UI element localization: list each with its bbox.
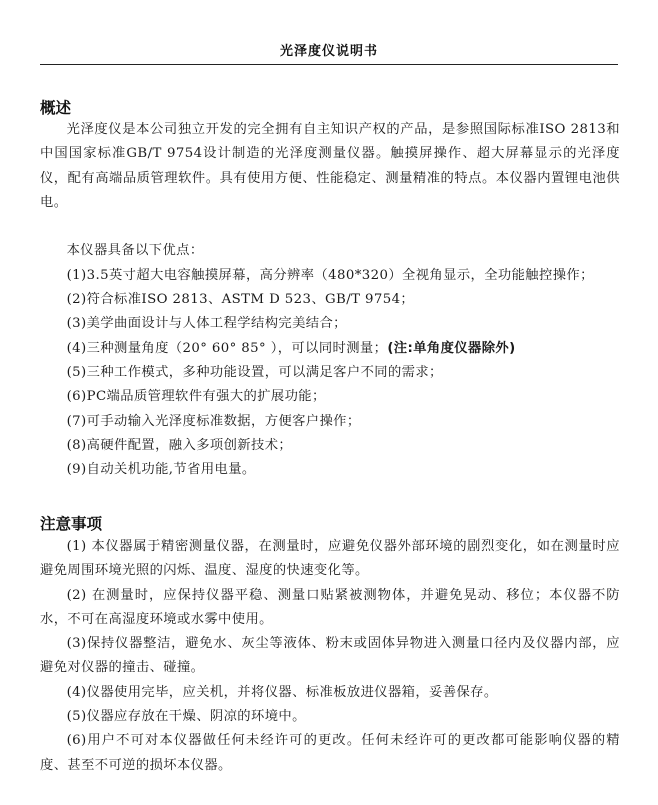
precaution-item-4: (4)仪器使用完毕，应关机，并将仪器、标准板放进仪器箱，妥善保存。 [66, 684, 498, 700]
overview-intro-paragraph: 光泽度仪是本公司独立开发的完全拥有自主知识产权的产品，是参照国际标准ISO 2813和中国国家标准GB/T 9754设计制造的光泽度测量仪器。触摸屏操作、超大屏幕显示的光泽度仪，配有高端品质管理软件。具有使用方便、性能稳定、测量精准的特点。本仪器内置锂电池供电。 [40, 122, 620, 210]
precaution-item-6: (6)用户不可对本仪器做任何未经许可的更改。任何未经许可的更改都可能影响仪器的精度、甚至不可逆的损坏本仪器。 [40, 733, 620, 773]
precaution-item-3: (3)保持仪器整洁，避免水、灰尘等液体、粉末或固体异物进入测量口径内及仪器内部，应避免对仪器的撞击、碰撞。 [40, 636, 620, 676]
advantage-item-4 [40, 337, 620, 361]
advantage-item-5: (5)三种工作模式，多种功能设置，可以满足客户不同的需求； [66, 364, 443, 380]
overview-heading: 概述 [40, 99, 72, 117]
advantage-item-3: (3)美学曲面设计与人体工程学结构完美结合； [66, 316, 347, 332]
overview-section [40, 118, 620, 482]
precaution-item-2: (2) 在测量时，应保持仪器平稳、测量口贴紧被测物体，并避免晃动、移位；本仪器不防水，不可在高湿度环境或水雾中使用。 [40, 587, 620, 627]
advantage-item-2: (2)符合标准ISO 2813、ASTM D 523、GB/T 9754； [66, 292, 415, 308]
advantage-item-4-note: (注:单角度仪器除外) [387, 340, 516, 356]
header-divider [40, 64, 618, 65]
page-header-title: 光泽度仪说明书 [279, 44, 378, 59]
advantage-item-6: (6)PC端品质管理软件有强大的扩展功能； [66, 389, 326, 405]
advantage-item-1: (1)3.5英寸超大电容触摸屏幕，高分辨率（480*320）全视角显示，全功能触控操作； [66, 267, 594, 283]
precautions-heading: 注意事项 [40, 515, 103, 533]
advantage-item-7: (7)可手动输入光泽度标准数据，方便客户操作； [66, 413, 361, 429]
precaution-item-5: (5)仪器应存放在干燥、阴凉的环境中。 [66, 709, 306, 725]
precaution-item-1: (1) 本仪器属于精密测量仪器，在测量时，应避免仪器外部环境的剧烈变化，如在测量时应避免周围环境光照的闪烁、温度、湿度的快速变化等。 [40, 539, 620, 579]
advantages-intro: 本仪器具备以下优点： [66, 243, 204, 259]
paragraph-gap [40, 215, 620, 239]
advantage-item-4-text: (4)三种测量角度（20° 60° 85° ），可以同时测量； [66, 340, 388, 356]
advantage-item-8: (8)高硬件配置，融入多项创新技术； [66, 437, 293, 453]
advantage-item-9: (9)自动关机功能,节省用电量。 [66, 462, 256, 478]
precautions-section [40, 535, 620, 778]
